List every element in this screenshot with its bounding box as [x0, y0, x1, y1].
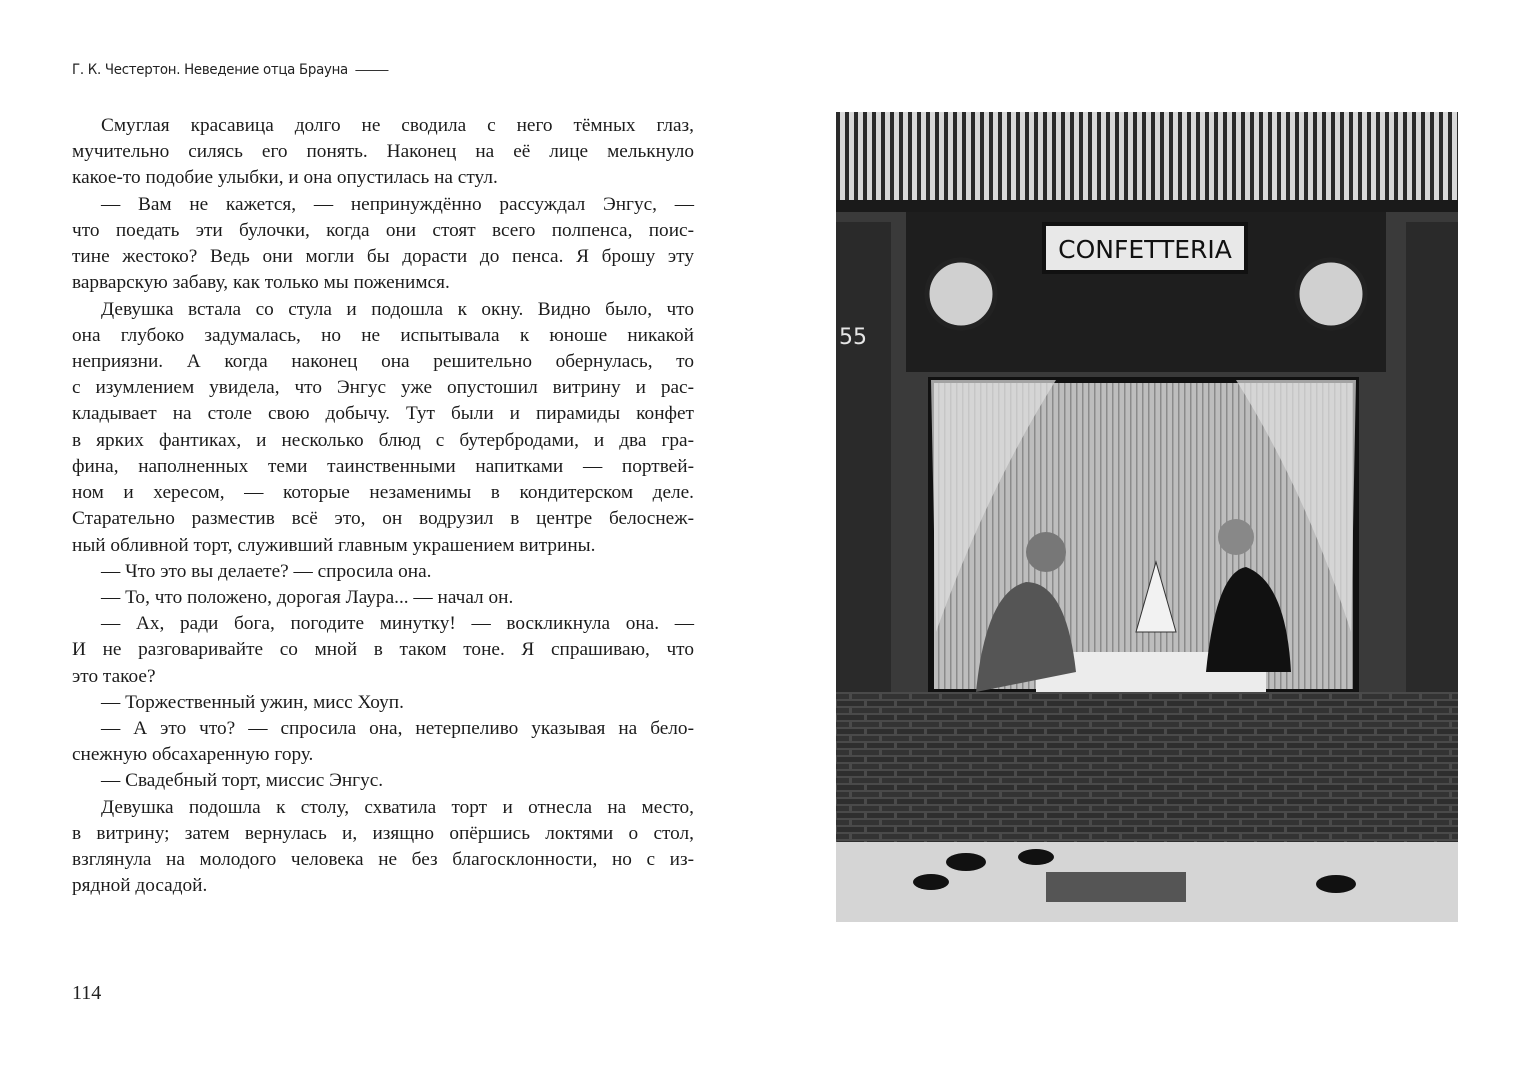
text-line: Старательно разместив всё это, он водрузил в центре белоснеж- [72, 508, 694, 530]
running-header [72, 62, 388, 78]
text-line: Девушка подошла к столу, схватила торт и отнесла на место, [101, 796, 694, 818]
text-line: — Вам не кажется, — непринуждённо рассуждал Энгус, — [101, 193, 694, 215]
text-line: рядной досадой. [72, 875, 208, 897]
pigeon [946, 853, 986, 871]
text-line: что поедать эти булочки, когда они стоят всего полпенса, поис- [72, 219, 694, 241]
text-line: ный обливной торт, служивший главным украшением витрины. [72, 534, 596, 556]
page-number: 114 [72, 982, 102, 1004]
text-line: взглянула на молодого человека не без благосклонности, но с из- [72, 849, 694, 871]
doormat [1046, 872, 1186, 902]
lamp-right [1297, 260, 1365, 328]
shop-sign-text: CONFETTERIA [1058, 235, 1232, 264]
text-line: неприязни. А когда наконец она решительно обернулась, то [72, 350, 694, 372]
text-line: фина, наполненных теми таинственными напитками — портвей- [72, 455, 694, 477]
pillar-right [1406, 222, 1458, 692]
text-line: тине жестоко? Ведь они могли бы дорасти до пенса. Я брошу эту [72, 246, 694, 268]
text-line: снежную обсахаренную гору. [72, 744, 314, 766]
text-line: какое-то подобие улыбки, и она опустилась на стул. [72, 167, 498, 189]
text-line: — Торжественный ужин, мисс Хоуп. [101, 691, 404, 713]
pillar-left [836, 222, 891, 692]
text-line: это такое? [72, 665, 156, 687]
text-line: — Ах, ради бога, погодите минутку! — воскликнула она. — [101, 613, 694, 635]
text-line: в ярких фантиках, и несколько блюд с бутербродами, и два гра- [72, 429, 694, 451]
text-line: в витрину; затем вернулась и, изящно опёршись локтями о стол, [72, 822, 694, 844]
running-title: Г. К. Честертон. Неведение отца Брауна [72, 62, 348, 78]
text-line: Девушка встала со стула и подошла к окну. Видно было, что [101, 298, 694, 320]
pigeon [1018, 849, 1054, 865]
text-line: Смуглая красавица долго не сводила с него тёмных глаз, [101, 115, 694, 136]
text-line: с изумлением увидела, что Энгус уже опустошил витрину и рас- [72, 377, 694, 399]
text-line: она глубоко задумалась, но не испытывала к юноше никакой [72, 324, 694, 346]
text-line: — Свадебный торт, миссис Энгус. [101, 770, 384, 792]
body-text [72, 113, 694, 900]
house-number: 55 [839, 325, 867, 350]
lamp-left [927, 260, 995, 328]
text-line: мучительно силясь его понять. Наконец на её лице мелькнуло [72, 141, 694, 163]
pigeon [913, 874, 949, 890]
pigeon [1316, 875, 1356, 893]
header-rule [355, 70, 388, 71]
text-line: — То, что положено, дорогая Лаура... — начал он. [101, 586, 514, 608]
illustration-confetteria [836, 112, 1458, 922]
text-line: варварскую забаву, как только мы поженимся. [72, 272, 450, 294]
text-line: И не разговаривайте со мной в таком тоне. Я спрашиваю, что [72, 639, 694, 661]
text-line: — А это что? — спросила она, нетерпеливо указывая на бело- [101, 718, 694, 740]
text-line: ном и хересом, — которые незаменимы в кондитерском деле. [72, 482, 694, 504]
text-line: кладывает на столе свою добычу. Тут были и пирамиды конфет [72, 403, 694, 425]
text-line: — Что это вы делаете? — спросила она. [101, 560, 432, 582]
